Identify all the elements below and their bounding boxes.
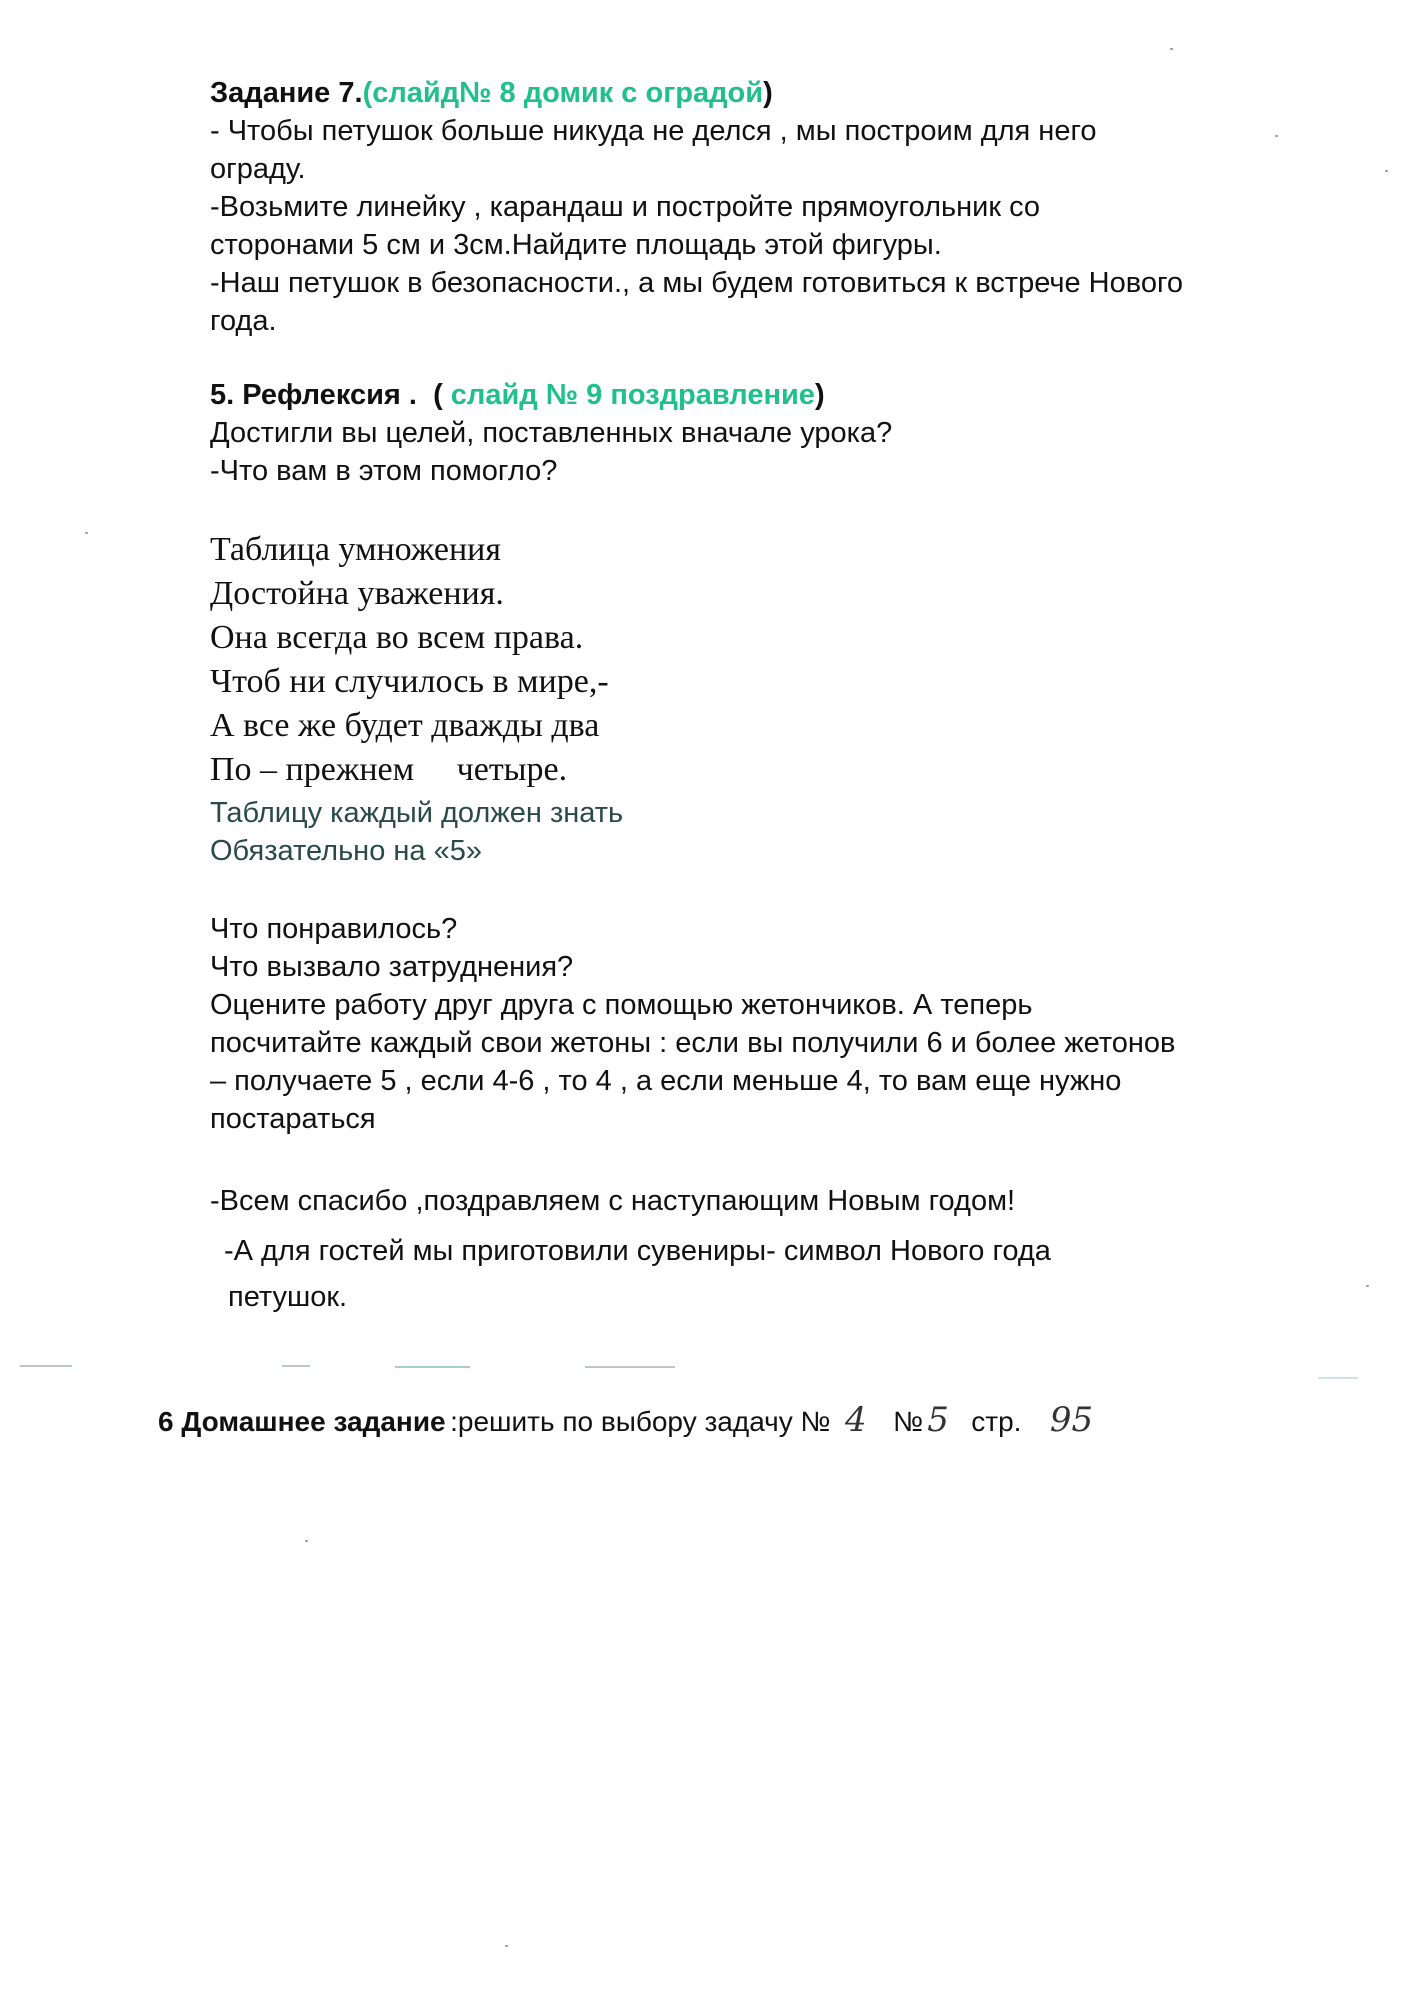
homework-page-label: стр. bbox=[971, 1406, 1022, 1437]
poem-section bbox=[210, 528, 1360, 870]
question-line: Оцените работу друг друга с помощью жетончиков. А теперь bbox=[210, 989, 1033, 1021]
homework-title: 6 Домашнее задание bbox=[158, 1406, 446, 1437]
task7-slide-ref: (слайд№ 8 домик с оградой bbox=[362, 77, 764, 109]
closing-section bbox=[210, 1182, 1360, 1220]
scan-speck bbox=[305, 1540, 308, 1542]
scan-speck bbox=[85, 532, 88, 534]
reflection-close-paren: ) bbox=[814, 379, 825, 411]
closing-line: -Всем спасибо ,поздравляем с наступающим Новым годом! bbox=[210, 1185, 1016, 1217]
poem-line: По – прежнем четыре. bbox=[210, 751, 568, 788]
scan-line bbox=[282, 1365, 310, 1367]
reflection-heading bbox=[210, 376, 1360, 414]
homework-line bbox=[158, 1400, 1338, 1440]
homework-number-label: № bbox=[893, 1406, 924, 1437]
scan-speck bbox=[1366, 1285, 1369, 1287]
reflection-open-paren: ( bbox=[433, 379, 443, 411]
scan-line bbox=[395, 1366, 470, 1368]
reflection-line: -Что вам в этом помогло? bbox=[210, 455, 558, 487]
scan-speck bbox=[1275, 135, 1278, 137]
homework-text: :решить по выбору задачу № bbox=[450, 1406, 831, 1437]
task7-line: -Наш петушок в безопасности., а мы будем готовиться к встрече Нового bbox=[210, 267, 1184, 299]
poem-line: А все же будет дважды два bbox=[210, 707, 600, 744]
task7-section bbox=[210, 74, 1360, 340]
scan-speck bbox=[1385, 170, 1388, 172]
question-line: – получаете 5 , если 4-6 , то 4 , а если меньше 4, то вам еще нужно bbox=[210, 1065, 1122, 1097]
poem-line: Она всегда во всем права. bbox=[210, 619, 584, 656]
question-line: постараться bbox=[210, 1103, 376, 1135]
task7-heading bbox=[210, 74, 1360, 112]
question-line: Что понравилось? bbox=[210, 913, 458, 945]
scan-line bbox=[20, 1365, 72, 1367]
task7-line: -Возьмите линейку , карандаш и постройте прямоугольник со bbox=[210, 191, 1041, 223]
task7-close-paren: ) bbox=[763, 77, 773, 109]
poem-line: Таблица умножения bbox=[210, 531, 501, 568]
task7-title: Задание 7. bbox=[210, 77, 363, 109]
closing-line: -А для гостей мы приготовили сувениры- символ Нового года bbox=[224, 1235, 1051, 1267]
task7-line: ограду. bbox=[210, 153, 306, 185]
reflection-section bbox=[210, 376, 1360, 490]
question-line: Что вызвало затруднения? bbox=[210, 951, 574, 983]
closing-line: петушок. bbox=[228, 1281, 348, 1313]
task7-line: - Чтобы петушок больше никуда не делся , мы построим для него bbox=[210, 115, 1097, 147]
closing-section-2 bbox=[224, 1228, 1374, 1320]
task7-line: года. bbox=[210, 305, 277, 337]
reflection-title: 5. Рефлексия . bbox=[210, 379, 417, 411]
poem-extra-line: Обязательно на «5» bbox=[210, 835, 482, 867]
handwritten-task-number: 5 bbox=[927, 1400, 949, 1440]
poem-extra-line: Таблицу каждый должен знать bbox=[210, 797, 624, 829]
question-line: посчитайте каждый свои жетоны : если вы получили 6 и более жетонов bbox=[210, 1027, 1176, 1059]
scan-line bbox=[1318, 1377, 1358, 1379]
poem-line: Достойна уважения. bbox=[210, 575, 504, 612]
poem-line: Чтоб ни случилось в мире,- bbox=[210, 663, 609, 700]
handwritten-page-number: 95 bbox=[1049, 1400, 1094, 1440]
scan-speck bbox=[1170, 48, 1173, 50]
handwritten-task-number: 4 bbox=[845, 1400, 867, 1440]
reflection-line: Достигли вы целей, поставленных вначале урока? bbox=[210, 417, 893, 449]
scan-line bbox=[585, 1366, 675, 1368]
reflection-slide-ref: слайд № 9 поздравление bbox=[450, 379, 815, 411]
task7-line: сторонами 5 см и 3см.Найдите площадь этой фигуры. bbox=[210, 229, 942, 261]
scan-speck bbox=[505, 1945, 508, 1947]
questions-section bbox=[210, 910, 1360, 1138]
